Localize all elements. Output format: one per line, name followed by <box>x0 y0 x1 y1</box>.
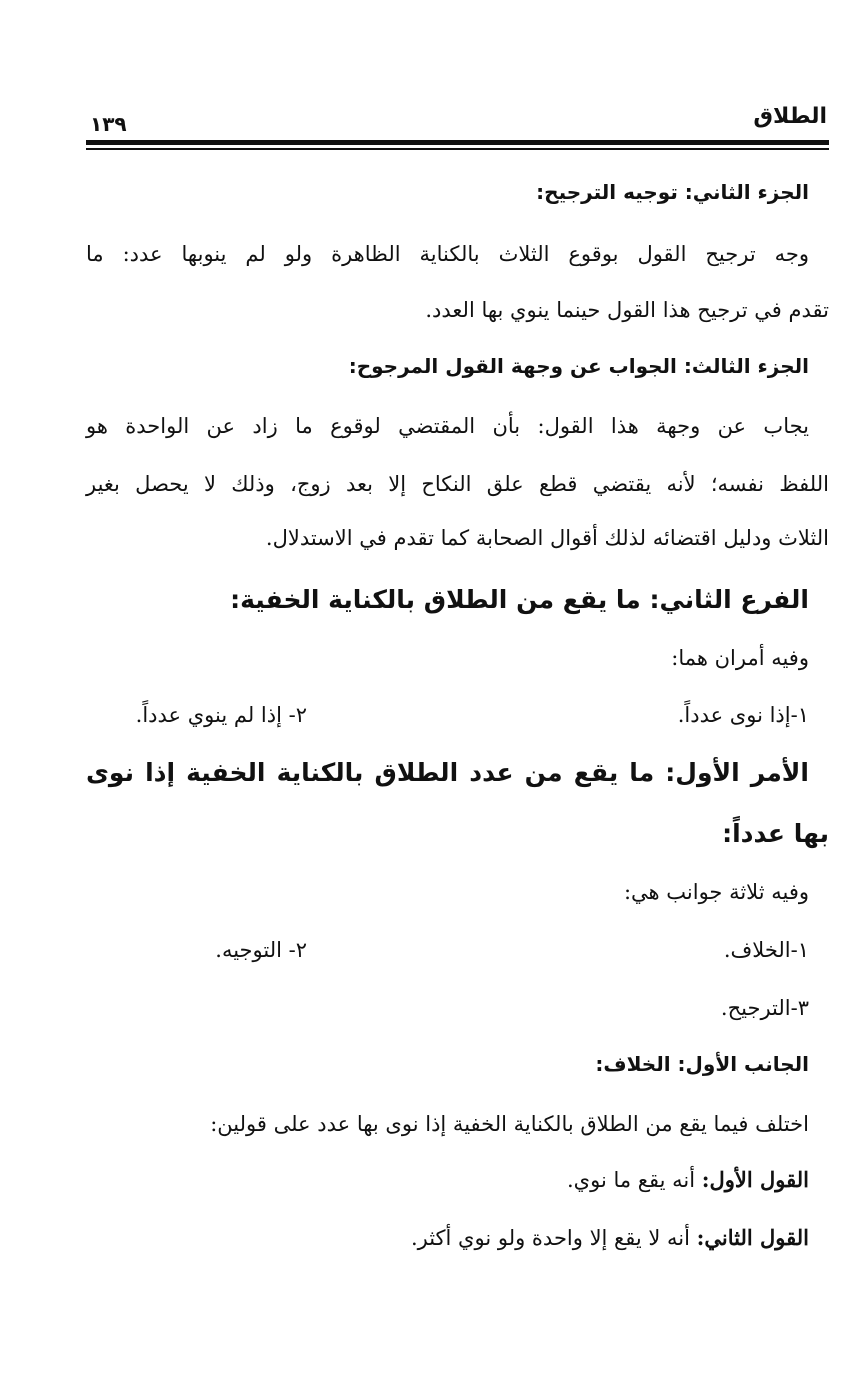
list-item: ١-الخلاف. <box>723 938 809 962</box>
list-item: ١-إذا نوى عدداً. <box>677 703 809 727</box>
paragraph-line: اللفظ نفسه؛ لأنه يقتضي قطع علق النكاح إلا بعد زوج، وذلك لا يحصل بغير <box>86 472 829 496</box>
opinion-two-text: أنه لا يقع إلا واحدة ولو نوي أكثر. <box>410 1226 697 1250</box>
intro-line: وفيه ثلاثة جوانب هي: <box>623 880 809 904</box>
heading-matter-one: الأمر الأول: ما يقع من عدد الطلاق بالكناية الخفية إذا نوى <box>86 758 809 787</box>
heading-part-two: الجزء الثاني: توجيه الترجيح: <box>536 180 809 204</box>
opinion-one-text: أنه يقع ما نوي. <box>567 1168 702 1192</box>
opinion-two <box>86 1220 809 1256</box>
opinion-two-label: القول الثاني: <box>696 1225 809 1250</box>
heading-side-one: الجانب الأول: الخلاف: <box>595 1052 809 1076</box>
paragraph-line: تقدم في ترجيح هذا القول حينما ينوي بها العدد. <box>425 298 829 322</box>
heading-part-three: الجزء الثالث: الجواب عن وجهة القول المرجوح: <box>348 354 809 378</box>
intro-line: وفيه أمران هما: <box>671 646 809 670</box>
running-header-title: الطلاق <box>753 104 827 129</box>
heading-matter-one-cont: بها عدداً: <box>722 819 829 848</box>
paragraph-line: وجه ترجيح القول بوقوع الثلاث بالكناية الظاهرة ولو لم ينوبها عدد: ما <box>86 242 809 266</box>
list-item: ٢- التوجيه. <box>215 938 307 962</box>
header-rule-thick <box>86 140 829 145</box>
paragraph-line: اختلف فيما يقع من الطلاق بالكناية الخفية إذا نوى بها عدد على قولين: <box>210 1112 809 1136</box>
paragraph-line: يجاب عن وجهة هذا القول: بأن المقتضي لوقوع ما زاد عن الواحدة هو <box>86 414 809 438</box>
list-item: ٢- إذا لم ينوي عدداً. <box>135 703 307 727</box>
page-number: ١٣٩ <box>90 112 127 136</box>
opinion-one <box>86 1162 809 1198</box>
opinion-one-label: القول الأول: <box>701 1167 809 1192</box>
header-rule-thin <box>86 148 829 150</box>
list-item: ٣-الترجيح. <box>720 996 809 1020</box>
heading-branch-two: الفرع الثاني: ما يقع من الطلاق بالكناية الخفية: <box>230 585 809 614</box>
paragraph-line: الثلاث ودليل اقتضائه لذلك أقوال الصحابة كما تقدم في الاستدلال. <box>265 526 829 550</box>
